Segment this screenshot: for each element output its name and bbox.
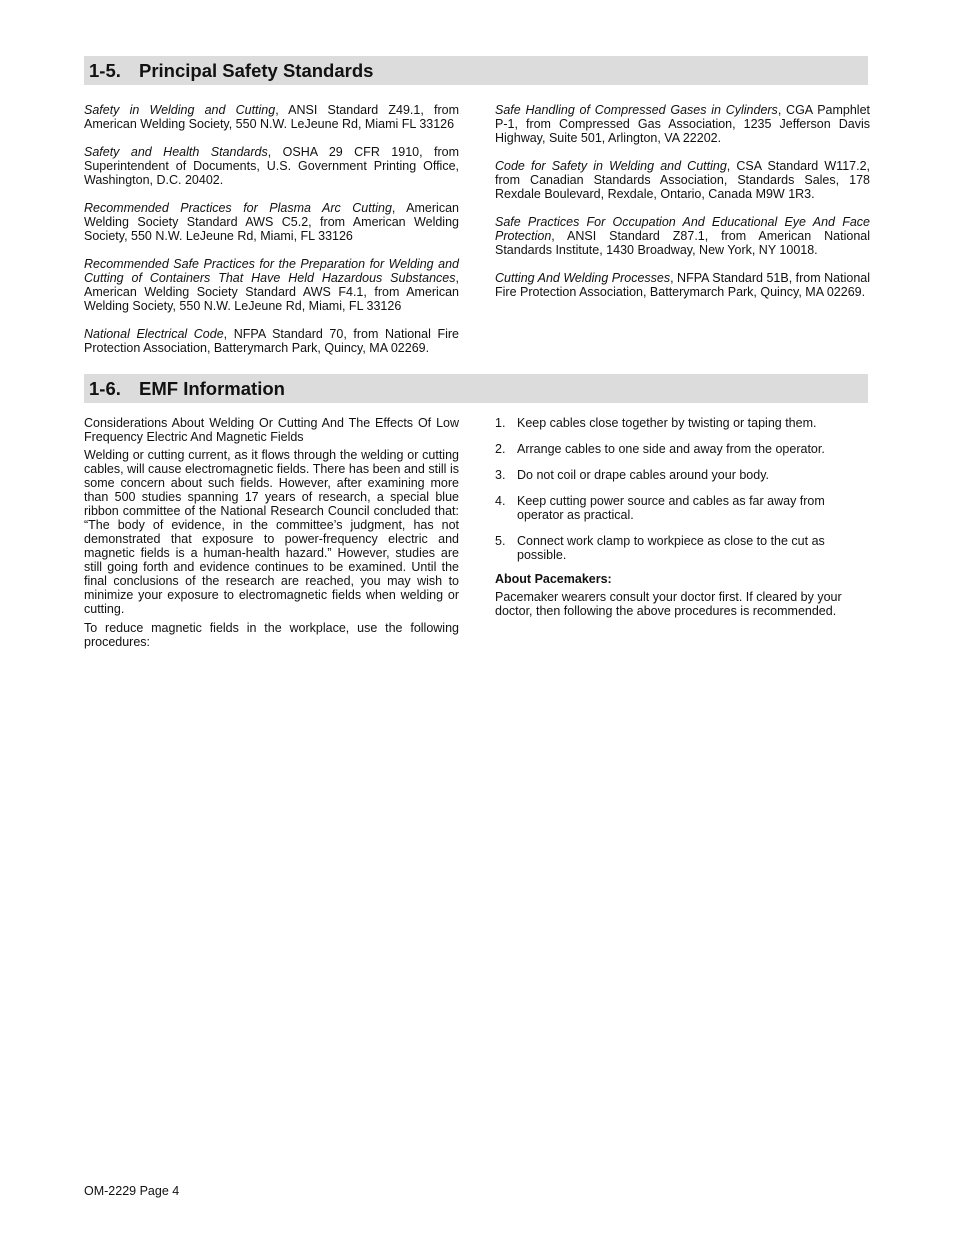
standard-entry: Cutting And Welding Processes, NFPA Standard 51B, from National Fire Protection Association, Batterymarch Park, Quincy, MA 02269. [495,271,870,299]
emf-left-column [84,416,459,649]
pacemakers-heading: About Pacemakers: [495,572,612,586]
standard-entry: Recommended Safe Practices for the Preparation for Welding and Cutting of Containers That Have Held Hazardous Substances, American Welding Society Standard AWS F4.1, from American Welding Society, 550 N.W. LeJeune Rd, Miami, FL 33126 [84,257,459,313]
standard-entry: Code for Safety in Welding and Cutting, CSA Standard W117.2, from Canadian Standards Association, Standards Sales, 178 Rexdale Boulevard, Rexdale, Ontario, Canada M9W 1R3. [495,159,870,201]
list-item: 5. Connect work clamp to workpiece as close to the cut as possible. [495,534,825,562]
procedures-list [495,416,870,562]
standard-entry: Safety and Health Standards, OSHA 29 CFR 1910, from Superintendent of Documents, U.S. Government Printing Office, Washington, D.C. 20402. [84,145,460,187]
emf-right-column [495,416,870,618]
standards-left-column [84,103,459,369]
section-header-emf-information [84,374,868,403]
standard-entry: Safety in Welding and Cutting, ANSI Standard Z49.1, from American Welding Society, 550 N.W. LeJeune Rd, Miami FL 33126 [84,103,459,131]
list-item: 4. Keep cutting power source and cables as far away from operator as practical. [495,494,825,522]
section-title: Principal Safety Standards [139,60,374,81]
standard-entry: Safe Practices For Occupation And Educational Eye And Face Protection, ANSI Standard Z87.1, from American National Standards Institute, 1430 Broadway, New York, NY 10018. [495,215,870,257]
section-title: EMF Information [139,378,285,399]
standard-entry: Recommended Practices for Plasma Arc Cutting, American Welding Society Standard AWS C5.2, from American Welding Society, 550 N.W. LeJeune Rd, Miami, FL 33126 [84,201,459,243]
standard-entry: Safe Handling of Compressed Gases in Cylinders, CGA Pamphlet P-1, from Compressed Gas Association, 1235 Jefferson Davis Highway, Suite 501, Arlington, VA 22202. [495,103,870,145]
section-number: 1-5. [89,60,121,81]
pacemakers-text: Pacemaker wearers consult your doctor first. If cleared by your doctor, then following the above procedures is recommended. [495,590,842,618]
emf-intro-heading: Considerations About Welding Or Cutting And The Effects Of Low Frequency Electric And Magnetic Fields [84,416,459,444]
standards-right-column [495,103,870,313]
emf-intro-paragraph: Welding or cutting current, as it flows through the welding or cutting cables, will cause electromagnetic fields. There has been and still is some concern about such fields. However, after examining more than 500 studies spanning 17 years of research, a special blue ribbon committee of the National Research Council concluded that: “The body of evidence, in the committee’s judgment, has not demonstrated that exposure to power-frequency electric and magnetic fields is a human-health hazard.” However, studies are still going forth and evidence continues to be examined. Until the final conclusions of the research are reached, you may wish to minimize your exposure to electromagnetic fields when welding or cutting. [84,448,459,616]
list-item: 1. Keep cables close together by twisting or taping them. [495,416,817,430]
page-footer: OM-2229 Page 4 [84,1184,180,1198]
emf-procedures-intro: To reduce magnetic fields in the workplace, use the following procedures: [84,621,459,649]
list-item: 3. Do not coil or drape cables around your body. [495,468,770,482]
section-header-safety-standards [84,56,868,85]
standard-entry: National Electrical Code, NFPA Standard 70, from National Fire Protection Association, Batterymarch Park, Quincy, MA 02269. [84,327,459,355]
list-item: 2. Arrange cables to one side and away from the operator. [495,442,825,456]
section-number: 1-6. [89,378,121,399]
